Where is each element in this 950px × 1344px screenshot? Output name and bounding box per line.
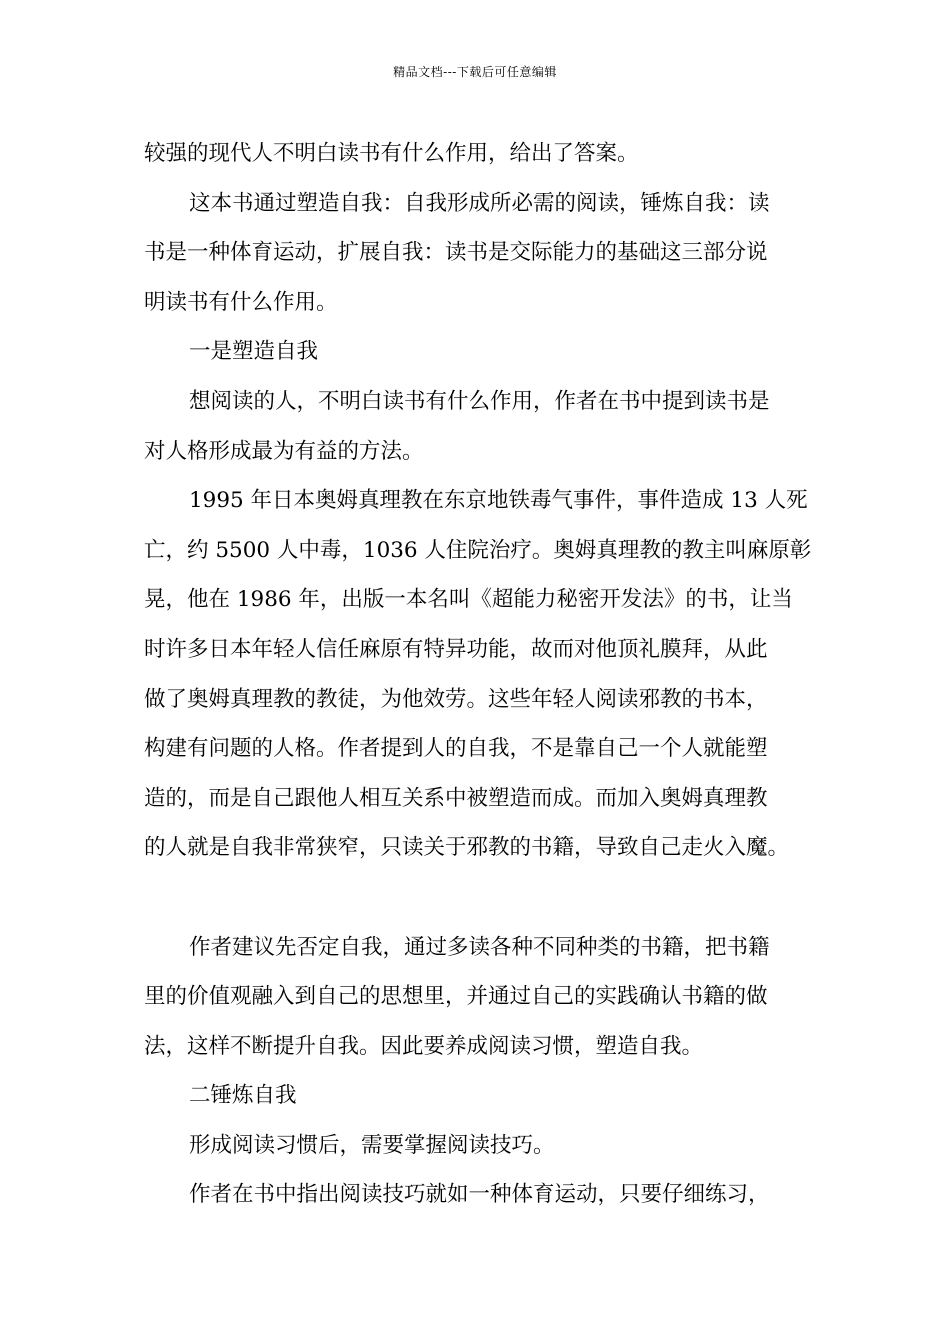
text-line: 构建有问题的人格。作者提到人的自我，不是靠自己一个人就能塑 [144, 736, 768, 762]
text-line: 晃，他在 1986 年，出版一本名叫《超能力秘密开发法》的书，让当 [144, 587, 793, 613]
text-line: 对人格形成最为有益的方法。 [144, 438, 424, 464]
paragraph-start: 作者在书中指出阅读技巧就如一种体育运动，只要仔细练习， [189, 1182, 770, 1208]
paragraph-start: 这本书通过塑造自我：自我形成所必需的阅读，锤炼自我：读 [189, 190, 770, 216]
section-heading: 二锤炼自我 [189, 1083, 297, 1109]
document-body [144, 129, 814, 1220]
paragraph-spacer [144, 873, 814, 923]
text-line: 做了奥姆真理教的教徒，为他效劳。这些年轻人阅读邪教的书本， [144, 686, 768, 712]
section-heading: 一是塑造自我 [189, 339, 319, 365]
text-line: 造的，而是自己跟他人相互关系中被塑造而成。而加入奥姆真理教 [144, 785, 768, 811]
text-line: 时许多日本年轻人信任麻原有特异功能，故而对他顶礼膜拜，从此 [144, 636, 768, 662]
paragraph-start: 1995 年日本奥姆真理教在东京地铁毒气事件，事件造成 13 人死 [189, 488, 808, 514]
paragraph-start: 形成阅读习惯后，需要掌握阅读技巧。 [189, 1132, 555, 1158]
text-line: 法，这样不断提升自我。因此要养成阅读习惯，塑造自我。 [144, 1033, 704, 1059]
text-line: 里的价值观融入到自己的思想里，并通过自己的实践确认书籍的做 [144, 984, 768, 1010]
text-line: 明读书有什么作用。 [144, 289, 338, 315]
text-line: 书是一种体育运动，扩展自我：读书是交际能力的基础这三部分说 [144, 240, 768, 266]
paragraph-start: 想阅读的人，不明白读书有什么作用，作者在书中提到读书是 [189, 388, 770, 414]
text-line: 的人就是自我非常狭窄，只读关于邪教的书籍，导致自己走火入魔。 [144, 835, 790, 861]
paragraph-start: 作者建议先否定自我，通过多读各种不同种类的书籍，把书籍 [189, 934, 770, 960]
text-line: 较强的现代人不明白读书有什么作用，给出了答案。 [144, 141, 639, 166]
text-line: 亡，约 5500 人中毒，1036 人住院治疗。奥姆真理教的教主叫麻原彰 [144, 537, 812, 563]
page-header: 精品文档---下载后可任意编辑 [393, 65, 557, 79]
